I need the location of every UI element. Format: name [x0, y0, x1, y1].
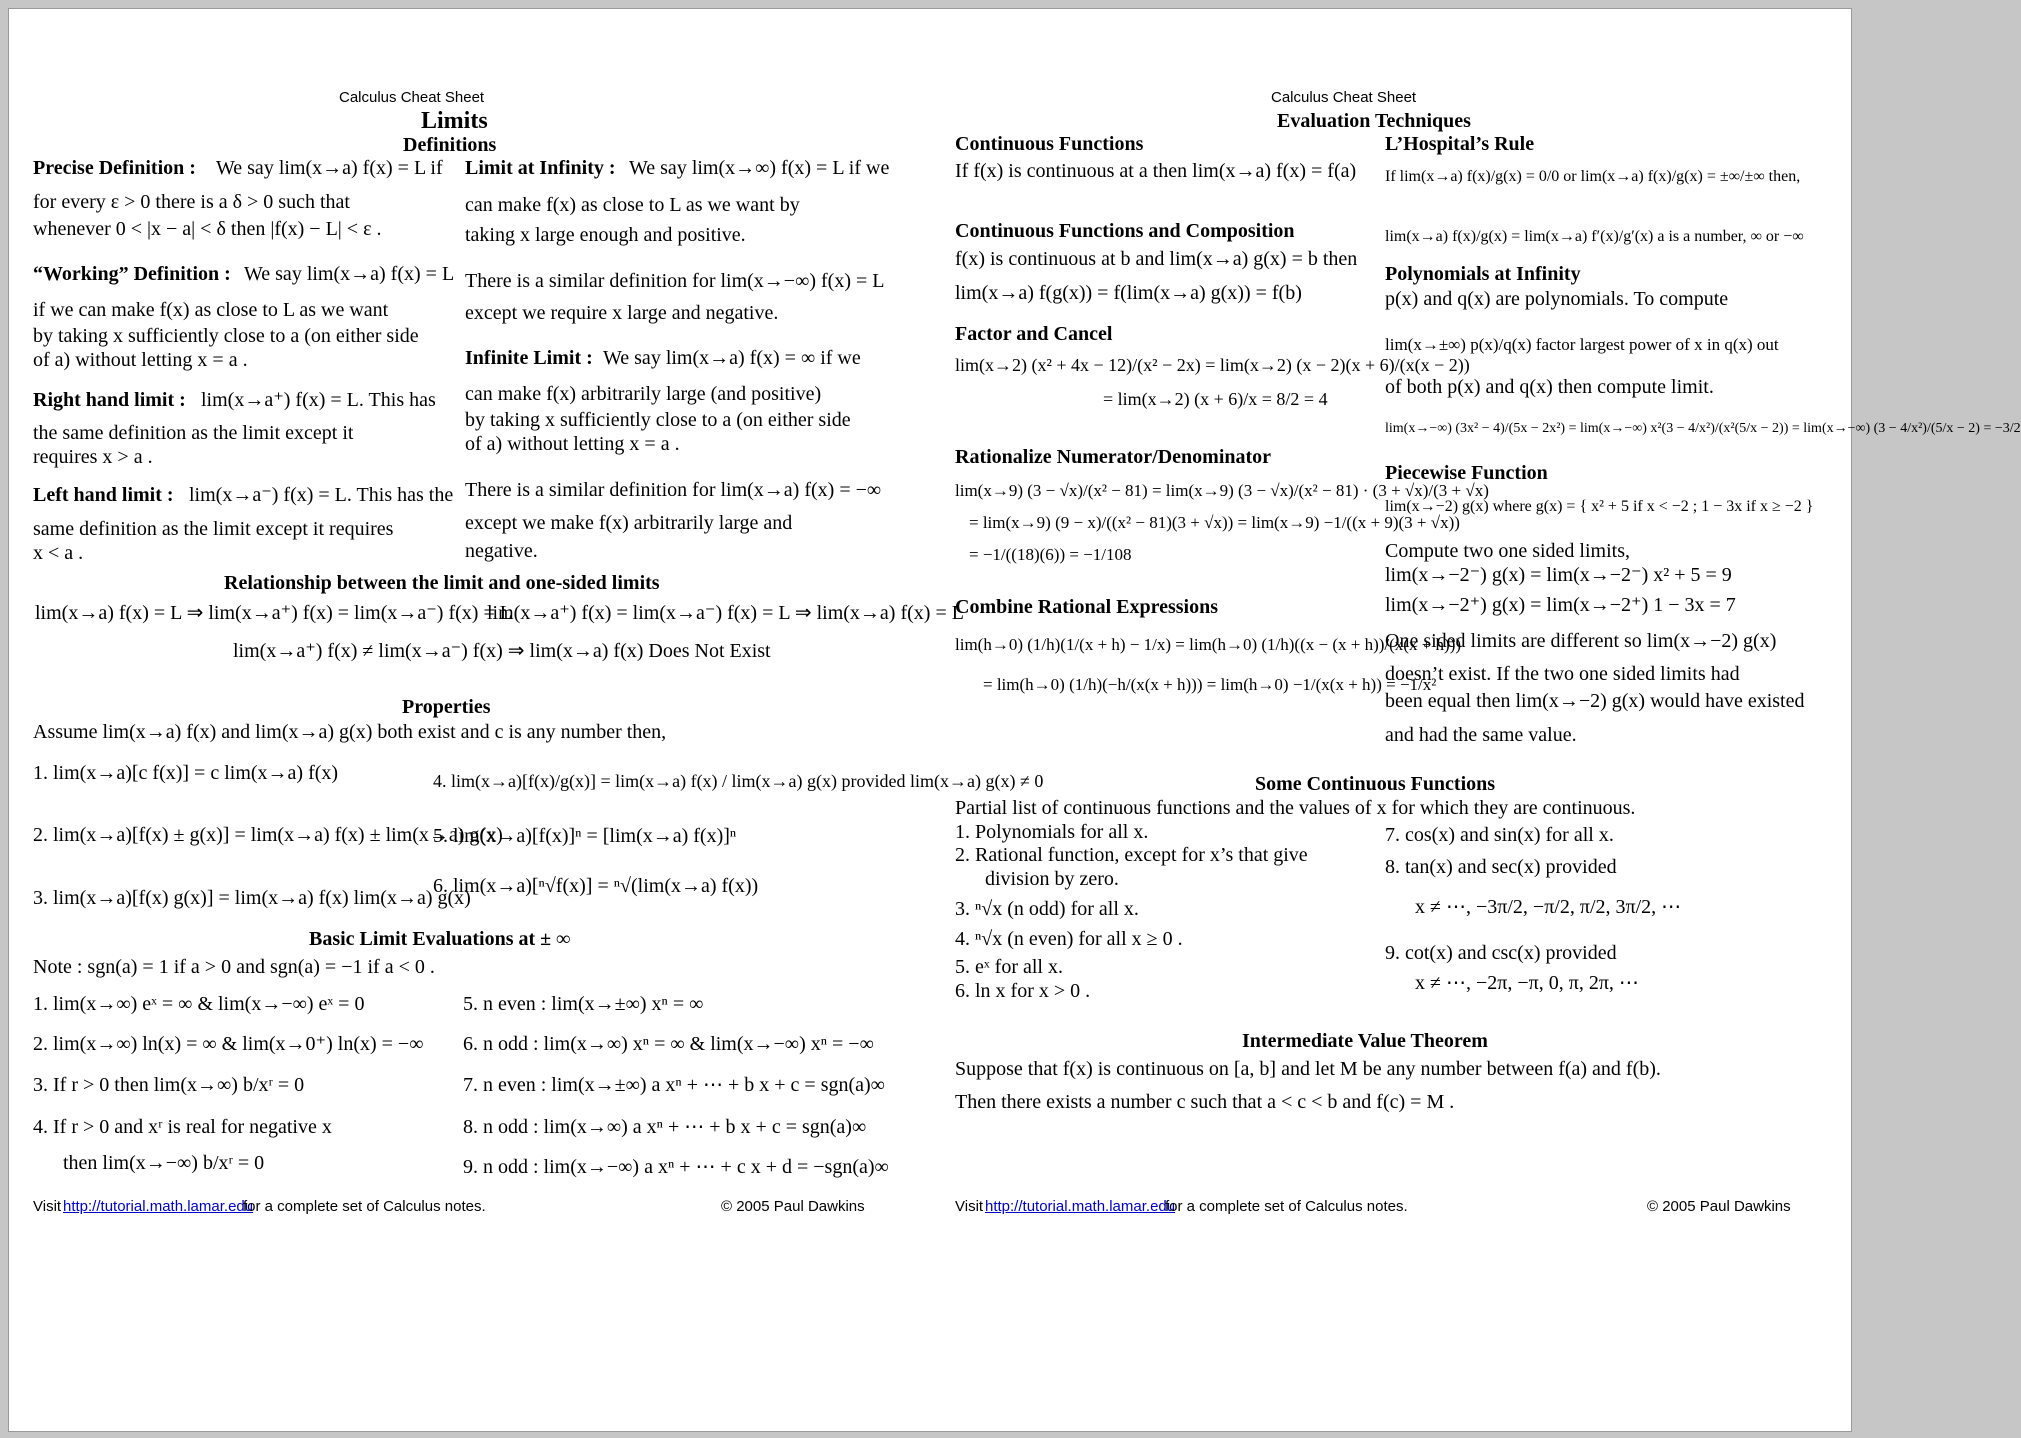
left-title: Limits: [421, 108, 488, 134]
right-header: Calculus Cheat Sheet: [1271, 89, 1417, 106]
property-4: 4. lim(x→a)[f(x)/g(x)] = lim(x→a) f(x) / lim(x→a) g(x) provided lim(x→a) g(x) ≠ 0: [433, 771, 1044, 791]
lamar-link[interactable]: http://tutorial.math.lamar.edu: [63, 1198, 254, 1215]
cheat-sheet-page: [8, 8, 2021, 1432]
property-2: 2. lim(x→a)[f(x) ± g(x)] = lim(x→a) f(x) ± lim(x→a) g(x): [33, 824, 503, 846]
properties-heading: Properties: [402, 696, 491, 718]
property-3: 3. lim(x→a)[f(x) g(x)] = lim(x→a) f(x) lim(x→a) g(x): [33, 887, 471, 909]
left-header: Calculus Cheat Sheet: [339, 89, 485, 106]
property-6: 6. lim(x→a)[ⁿ√f(x)] = ⁿ√(lim(x→a) f(x)): [433, 875, 759, 897]
basic-heading: Basic Limit Evaluations at ± ∞: [309, 928, 571, 950]
left-page: Calculus Cheat Sheet Limits Definitions Precise Definition : We say lim(x→a) f(x) = L if for every ε > 0 there is a δ > 0 such that whenever 0 < |x − a| < δ then |f(x) − L| < ε . “Working” Definition : We say lim(x→a) f(x) = L if we can make f(x) as close to L as we want by taking x sufficiently close to a (on either side of a) without letting x = a . Right hand limit : lim(x→a⁺) f(x) = L. This has the same definition as the limit except it requires x > a . Left hand limit : lim(x→a⁻) f(x) = L. This has the same definition as the limit except it requires x < a . Limit at Infinity : We say lim(x→∞) f(x) = L if we can make f(x) as close to L as we want by taking x large enough and positive. There is a similar definition for lim(x→−∞) f(x) = L except we require x large and negative. Infinite Limit : We say lim(x→a) f(x) = ∞ if we can make f(x) arbitrarily large (and positive) by taking x sufficiently close to a (on either side of a) without letting x = a . There is a similar definition for lim(x→a) f(x) = −∞ except we make f(x) arbitrarily large and negative. Relationship between the limit and one-sided limits lim(x→a) f(x) = L ⇒ lim(x→a⁺) f(x) = lim(x→a⁻) f(x) = L lim(x→a⁺) f(x) = lim(x→a⁻) f(x) = L ⇒ lim(x→a) f(x) = L lim(x→a⁺) f(x) ≠ lim(x→a⁻) f(x) ⇒ lim(x→a) f(x) Does Not Exist Properties Assume lim(x→a) f(x) and lim(x→a) g(x) both exist and c is any number then, 1. lim(x→a)[c f(x)] = c lim(x→a) f(x) 2. lim(x→a)[f(x) ± g(x)] = lim(x→a) f(x) ± lim(x→a) g(x) 3. lim(x→a)[f(x) g(x)] = lim(x→a) f(x) lim(x→a) g(x) 4. lim(x→a)[f(x)/g(x)] = lim(x→a) f(x) / lim(x→a) g(x) provided lim(x→a) g(x) ≠ 0 5. lim(x→a)[f(x)]ⁿ = [lim(x→a) f(x)]ⁿ 6. lim(x→a)[ⁿ√f(x)] = ⁿ√(lim(x→a) f(x)) Basic Limit Evaluations at ± ∞ Note : sgn(a) = 1 if a > 0 and sgn(a) = −1 if a < 0 . 1. lim(x→∞) eˣ = ∞ & lim(x→−∞) eˣ = 0 2. lim(x→∞) ln(x) = ∞ & lim(x→0⁺) ln(x) = −∞ 3. If r > 0 then lim(x→∞) b/xʳ = 0 4. If r > 0 and xʳ is real for negative x then lim(x→−∞) b/xʳ = 0 5. n even : lim(x→±∞) xⁿ = ∞ 6. n odd : lim(x→∞) xⁿ = ∞ & lim(x→−∞) xⁿ = −∞ 7. n even : lim(x→±∞) a xⁿ + ⋯ + b x + c = sgn(a)∞ 8. n odd : lim(x→∞) a xⁿ + ⋯ + b x + c = sgn(a)∞ 9. n odd : lim(x→−∞) a xⁿ + ⋯ + c x + d = −sgn(a)∞ Visit http://tutorial.math.lamar.edu for a complete set of Calculus notes. © 2005 Paul Dawkins: [9, 9, 929, 1431]
property-1: 1. lim(x→a)[c f(x)] = c lim(x→a) f(x): [33, 762, 339, 784]
right-title: Evaluation Techniques: [1277, 110, 1471, 132]
definitions-heading: Definitions: [403, 134, 497, 156]
right-page: Calculus Cheat Sheet Evaluation Techniques Continuous Functions If f(x) is continuous at a then lim(x→a) f(x) = f(a) Continuous Functions and Composition f(x) is continuous at b and lim(x→a) g(x) = b then lim(x→a) f(g(x)) = f(lim(x→a) g(x)) = f(b) Factor and Cancel lim(x→2) (x² + 4x − 12)/(x² − 2x) = lim(x→2) (x − 2)(x + 6)/(x(x − 2)) = lim(x→2) (x + 6)/x = 8/2 = 4 Rationalize Numerator/Denominator lim(x→9) (3 − √x)/(x² − 81) = lim(x→9) (3 − √x)/(x² − 81) · (3 + √x)/(3 + √x) = lim(x→9) (9 − x)/((x² − 81)(3 + √x)) = lim(x→9) −1/((x + 9)(3 + √x)) = −1/((18)(6)) = −1/108 Combine Rational Expressions lim(h→0) (1/h)(1/(x + h) − 1/x) = lim(h→0) (1/h)((x − (x + h))/(x(x + h))) = lim(h→0) (1/h)(−h/(x(x + h))) = lim(h→0) −1/(x(x + h)) = −1/x² L’Hospital’s Rule If lim(x→a) f(x)/g(x) = 0/0 or lim(x→a) f(x)/g(x) = ±∞/±∞ then, lim(x→a) f(x)/g(x) = lim(x→a) f′(x)/g′(x) a is a number, ∞ or −∞ Polynomials at Infinity p(x) and q(x) are polynomials. To compute lim(x→±∞) p(x)/q(x) factor largest power of x in q(x) out of both p(x) and q(x) then compute limit. lim(x→−∞) (3x² − 4)/(5x − 2x²) = lim(x→−∞) x²(3 − 4/x²)/(x²(5/x − 2)) = lim(x→−∞) (3 − 4/x²)/(5/x − 2) = −3/2 Piecewise Function lim(x→−2) g(x) where g(x) = { x² + 5 if x < −2 ; 1 − 3x if x ≥ −2 } Compute two one sided limits, lim(x→−2⁻) g(x) = lim(x→−2⁻) x² + 5 = 9 lim(x→−2⁺) g(x) = lim(x→−2⁺) 1 − 3x = 7 One sided limits are different so lim(x→−2) g(x) doesn’t exist. If the two one sided limits had been equal then lim(x→−2) g(x) would have existed and had the same value. Some Continuous Functions Partial list of continuous functions and the values of x for which they are continuous. 1. Polynomials for all x. 2. Rational function, except for x’s that give division by zero. 3. ⁿ√x (n odd) for all x. 4. ⁿ√x (n even) for all x ≥ 0 . 5. eˣ for all x. 6. ln x for x > 0 . 7. cos(x) and sin(x) for all x. 8. tan(x) and sec(x) provided x ≠ ⋯, −3π/2, −π/2, π/2, 3π/2, ⋯ 9. cot(x) and csc(x) provided x ≠ ⋯, −2π, −π, 0, π, 2π, ⋯ Intermediate Value Theorem Suppose that f(x) is continuous on [a, b] and let M be any number between f(a) and f(b). Then there exists a number c such that a < c < b and f(c) = M . Visit http://tutorial.math.lamar.edu for a complete set of Calculus notes. © 2005 Paul Dawkins: [929, 9, 1853, 1431]
relationship-heading: Relationship between the limit and one-sided limits: [224, 572, 660, 594]
property-5: 5. lim(x→a)[f(x)]ⁿ = [lim(x→a) f(x)]ⁿ: [433, 825, 737, 847]
lamar-link-right[interactable]: http://tutorial.math.lamar.edu: [985, 1198, 1176, 1215]
